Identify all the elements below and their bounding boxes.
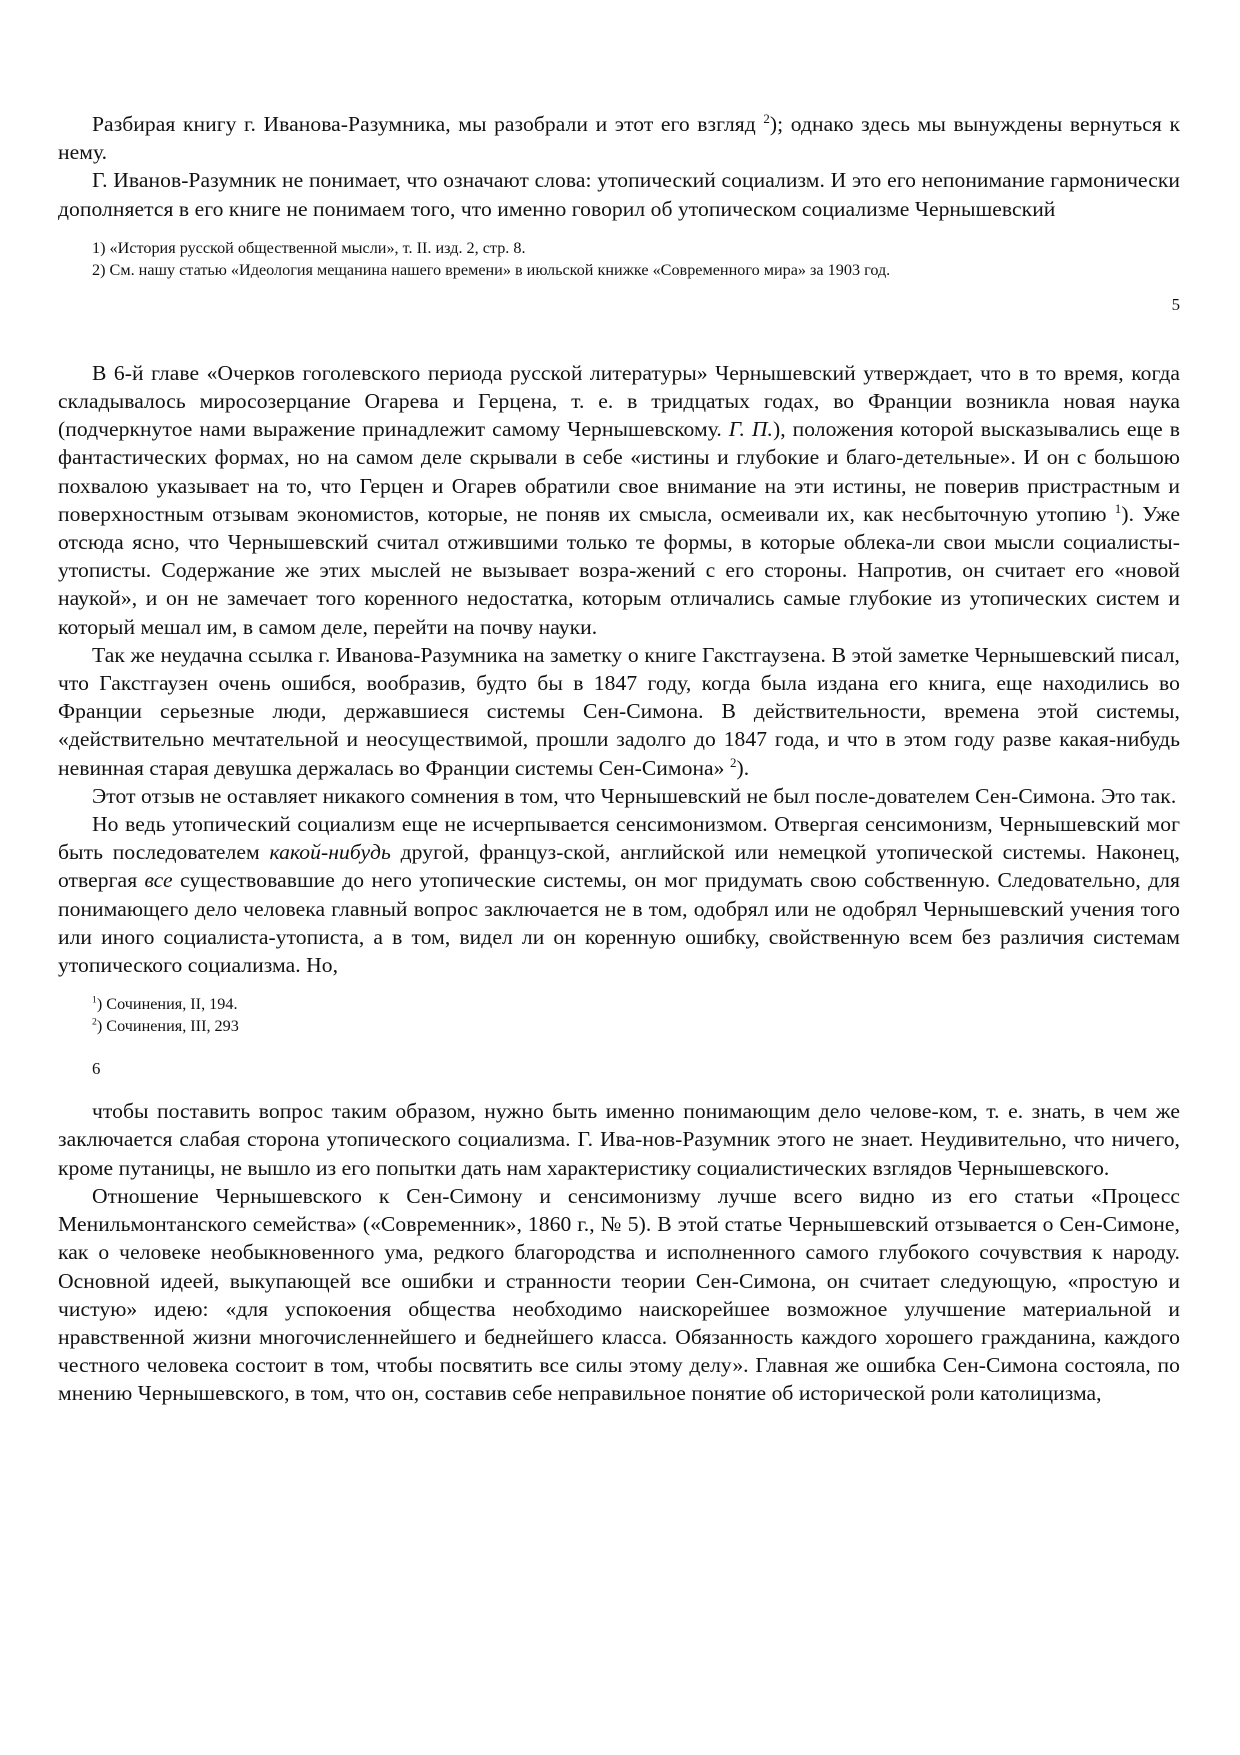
footnote: $^1$) Сочинения, II, 194.: [92, 994, 238, 1014]
footnotes: [58, 237, 1180, 281]
document-page: [58, 110, 1180, 1408]
paragraph: Отношение Чернышевского к Сен-Симону и сенсимонизму лучше всего видно из его статьи «Процесс Менильмонтанского семейства» («Современник», 1860 г., № 5). В этой статье Чернышевский отзывается о Сен-Симоне, как о человеке необыкновенного ума, редкого благородства и исполненного самого глубокого сочувствия к народу. Основной идеей, выкупающей все ошибки и странности теории Сен-Симона, он считает следующую, «простую и чистую» идею: «для успокоения общества необходимо наискорейшее возможное улучшение материальной и нравственной жизни многочисленнейшего и беднейшего класса. Обязанность каждого хорошего гражданина, каждого честного человека состоит в том, чтобы посвятить все силы этому делу». Главная же ошибка Сен-Симона состояла, по мнению Чернышевского, в том, что он, составив себе неправильное понятие об исторической роли католицизма,: [58, 1183, 1180, 1406]
paragraph: Разбирая книгу г. Иванова-Разумника, мы разобрали и этот его взгляд $^2$); однако здесь мы вынуждены вернуться к нему.: [58, 110, 1181, 165]
paragraph: Так же неудачна ссылка г. Иванова-Разумника на заметку о книге Гакстгаузена. В этой заметке Чернышевский писал, что Гакстгаузен очень ошибся, вообразив, будто бы в 1847 году, когда была издана его книга, еще находились во Франции серьезные люди, державшиеся системы Сен-Симона. В действительности, времена этой системы, «действительно мечтательной и неосуществимой, прошли задолго до 1847 года, и что в этом году разве какая-нибудь невинная старая девушка держалась во Франции системы Сен-Симона» $^2$).: [58, 642, 1180, 780]
footnotes: [58, 993, 1180, 1037]
footnote: $^2$) Сочинения, III, 293: [92, 1016, 239, 1036]
footnote-ref: 2: [763, 110, 770, 126]
page-number: 6: [92, 1059, 101, 1079]
paragraph: Этот отзыв не оставляет никакого сомнения в том, что Чернышевский не был после-дователем Сен-Симона. Это так.: [92, 783, 1177, 808]
page-number: 5: [1171, 294, 1180, 314]
paragraph: В 6-й главе «Очерков гоголевского периода русской литературы» Чернышевский утверждает, что в то время, когда складывалось миросозерцание Огарева и Герцена, т. е. в тридцатых годах, во Франции возникла новая наука (подчеркнутое нами выражение принадлежит самому Чернышевскому. Г. П.), положения которой высказывались еще в фантастических формах, но на самом деле скрывали в себе «истины и глубокие и благо-детельные». И он с большою похвалою указывает на то, что Герцен и Огарев обратили свое внимание на эти истины, не поверив пристрастным и поверхностным отзывам экономистов, которые, не поняв их смысла, осмеивали их, как несбыточную утопию $^1$). Уже отсюда ясно, что Чернышевский считал отжившими только те формы, в которые облека-ли свои мысли социалисты-утописты. Содержание же этих мыслей не вызывает возра-жений с его стороны. Напротив, он считает его «новой наукой», и он не замечает того коренного недостатка, которым отличались самые глубокие из утопических систем и который мешал им, в самом деле, перейти на почву науки.: [58, 360, 1180, 639]
paragraph: Но ведь утопический социализм еще не исчерпывается сенсимонизмом. Отвергая сенсимонизм, Чернышевский мог быть последователем какой-нибудь другой, француз-ской, английской или немецкой утопической системы. Наконец, отвергая все существовавшие до него утопические системы, он мог придумать свою собственную. Следовательно, для понимающего дело человека главный вопрос заключается не в том, одобрял или не одобрял Чернышевский учения того или иного социалиста-утописта, а в том, видел ли он коренную ошибку, свойственную всем без различия системам утопического социализма. Но,: [58, 812, 1180, 978]
footnote: 1) «История русской общественной мысли», т. II. изд. 2, стр. 8.: [92, 238, 526, 257]
paragraph: чтобы поставить вопрос таким образом, нужно быть именно понимающим дело челове-ком, т. е. знать, в чем же заключается слабая сторона утопического социализма. Г. Ива-нов-Разумник этого не знает. Неудивительно, что ничего, кроме путаницы, не вышло из его попытки дать нам характеристику социалистических взглядов Чернышевского.: [58, 1099, 1180, 1180]
paragraph: Г. Иванов-Разумник не понимает, что означают слова: утопический социализм. И это его непонимание гармонически дополняется в его книге не понимаем того, что именно говорил об утопическом социализме Чернышевский: [58, 168, 1180, 221]
footnote: 2) См. нашу статью «Идеология мещанина нашего времени» в июльской книжке «Современного мира» за 1903 год.: [92, 260, 891, 279]
footnote-ref: 2: [729, 754, 737, 770]
footnote-ref: 1: [1114, 500, 1122, 516]
